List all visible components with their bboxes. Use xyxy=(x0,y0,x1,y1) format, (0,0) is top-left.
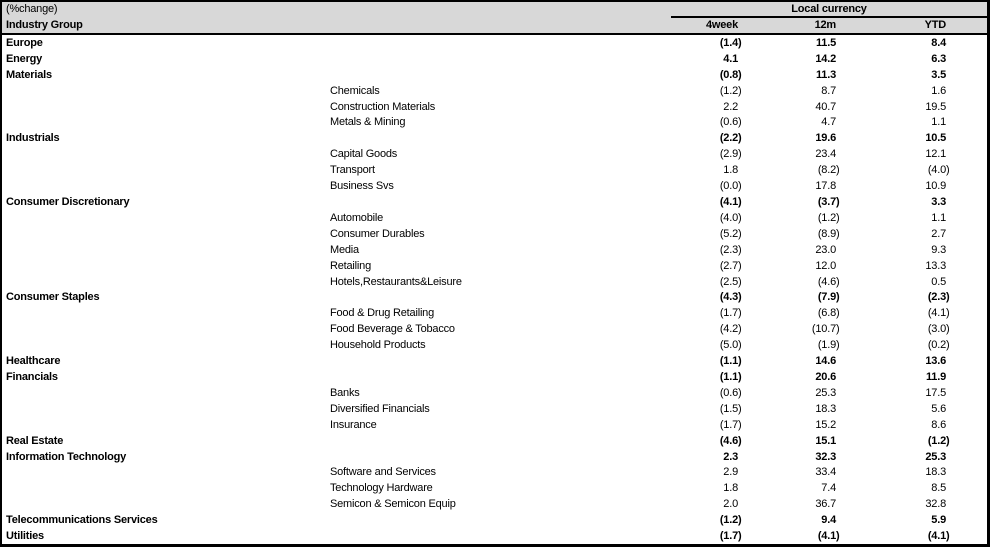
table-header xyxy=(2,2,987,35)
table-row xyxy=(2,337,987,353)
value-12m: (3.7) xyxy=(817,196,840,209)
value-ytd: 8.5 xyxy=(931,482,946,495)
value-ytd: (1.2) xyxy=(927,434,950,447)
value-ytd: 10.5 xyxy=(925,132,946,145)
value-4week: (1.2) xyxy=(719,514,742,527)
table-row xyxy=(2,51,987,67)
table-row xyxy=(2,258,987,274)
value-ytd: 1.1 xyxy=(931,211,946,224)
value-ytd: 1.1 xyxy=(931,116,946,129)
row-label: Household Products xyxy=(330,339,426,352)
table-row xyxy=(2,35,987,51)
row-label: Energy xyxy=(6,52,43,65)
value-4week: (0.8) xyxy=(719,68,742,81)
table-row xyxy=(2,369,987,385)
row-label: Industrials xyxy=(6,132,60,145)
table-row xyxy=(2,194,987,210)
value-12m: (8.2) xyxy=(817,164,840,177)
value-ytd: 12.1 xyxy=(925,148,946,161)
value-ytd: 3.5 xyxy=(931,68,946,81)
value-12m: 9.4 xyxy=(821,514,836,527)
row-label: Europe xyxy=(6,36,43,49)
table-row xyxy=(2,210,987,226)
table-row xyxy=(2,385,987,401)
row-label: Software and Services xyxy=(330,466,436,479)
value-ytd: 5.6 xyxy=(931,402,946,415)
value-4week: (4.2) xyxy=(719,323,742,336)
value-4week: (2.3) xyxy=(719,243,742,256)
table-body xyxy=(2,35,987,544)
value-12m: 32.3 xyxy=(815,450,836,463)
local-currency-group-header xyxy=(671,3,987,18)
value-ytd: 32.8 xyxy=(925,498,946,511)
value-12m: (4.6) xyxy=(817,275,840,288)
value-ytd: 8.4 xyxy=(931,36,946,49)
row-label: Real Estate xyxy=(6,434,64,447)
table-row xyxy=(2,305,987,321)
value-4week: (1.7) xyxy=(719,307,742,320)
value-12m: 12.0 xyxy=(815,259,836,272)
row-label: Metals & Mining xyxy=(330,116,406,129)
value-4week: 1.8 xyxy=(723,482,738,495)
table-row xyxy=(2,433,987,449)
value-4week: (1.7) xyxy=(719,530,742,543)
value-4week: (0.0) xyxy=(719,180,742,193)
value-12m: 15.1 xyxy=(815,434,836,447)
value-12m: 20.6 xyxy=(815,370,836,383)
table-row xyxy=(2,83,987,99)
value-4week: 2.3 xyxy=(723,450,738,463)
value-4week: (2.5) xyxy=(719,275,742,288)
table-row xyxy=(2,146,987,162)
row-label: Telecommunications Services xyxy=(6,514,158,527)
value-4week: (0.6) xyxy=(719,116,742,129)
row-label: Banks xyxy=(330,386,360,399)
value-4week: (4.0) xyxy=(719,211,742,224)
value-ytd: 10.9 xyxy=(925,180,946,193)
row-label: Consumer Discretionary xyxy=(6,196,130,209)
value-12m: (1.2) xyxy=(817,211,840,224)
row-label: Healthcare xyxy=(6,355,61,368)
value-12m: (4.1) xyxy=(817,530,840,543)
row-label: Business Svs xyxy=(330,180,394,193)
row-label: Capital Goods xyxy=(330,148,398,161)
value-12m: (6.8) xyxy=(817,307,840,320)
value-ytd: (2.3) xyxy=(927,291,950,304)
value-4week: 2.0 xyxy=(723,498,738,511)
value-ytd: 13.3 xyxy=(925,259,946,272)
value-12m: 4.7 xyxy=(821,116,836,129)
value-ytd: 13.6 xyxy=(925,355,946,368)
value-4week: (5.2) xyxy=(719,227,742,240)
value-ytd: 0.5 xyxy=(931,275,946,288)
value-4week: (1.2) xyxy=(719,84,742,97)
value-ytd: (3.0) xyxy=(927,323,950,336)
value-4week: 2.2 xyxy=(723,100,738,113)
value-4week: (0.6) xyxy=(719,386,742,399)
row-label: Semicon & Semicon Equip xyxy=(330,498,456,511)
row-label: Technology Hardware xyxy=(330,482,433,495)
table-row xyxy=(2,130,987,146)
table-row xyxy=(2,321,987,337)
value-ytd: 3.3 xyxy=(931,196,946,209)
value-4week: (2.9) xyxy=(719,148,742,161)
value-ytd: (4.0) xyxy=(927,164,950,177)
table-row xyxy=(2,480,987,496)
table-row xyxy=(2,512,987,528)
value-ytd: 5.9 xyxy=(931,514,946,527)
value-12m: 23.0 xyxy=(815,243,836,256)
row-label: Financials xyxy=(6,370,58,383)
table-row xyxy=(2,417,987,433)
value-ytd: (4.1) xyxy=(927,307,950,320)
value-12m: 14.6 xyxy=(815,355,836,368)
value-4week: (4.6) xyxy=(719,434,742,447)
value-ytd: 1.6 xyxy=(931,84,946,97)
row-label: Diversified Financials xyxy=(330,402,430,415)
value-12m: 14.2 xyxy=(815,52,836,65)
value-ytd: (0.2) xyxy=(927,339,950,352)
value-12m: 18.3 xyxy=(815,402,836,415)
value-4week: (4.3) xyxy=(719,291,742,304)
value-12m: 23.4 xyxy=(815,148,836,161)
value-ytd: 6.3 xyxy=(931,52,946,65)
row-label: Consumer Staples xyxy=(6,291,100,304)
value-12m: 17.8 xyxy=(815,180,836,193)
value-4week: (1.4) xyxy=(719,36,742,49)
row-label: Utilities xyxy=(6,530,44,543)
value-4week: (1.1) xyxy=(719,355,742,368)
header-row-top xyxy=(2,2,987,18)
value-ytd: 8.6 xyxy=(931,418,946,431)
table-row xyxy=(2,290,987,306)
row-label: Consumer Durables xyxy=(330,227,425,240)
row-label: Retailing xyxy=(330,259,372,272)
value-12m: (10.7) xyxy=(811,323,840,336)
value-4week: (2.7) xyxy=(719,259,742,272)
table-row xyxy=(2,115,987,131)
table-row xyxy=(2,242,987,258)
row-label: Automobile xyxy=(330,211,384,224)
value-12m: 40.7 xyxy=(815,100,836,113)
header-row-columns xyxy=(2,18,987,34)
table-row xyxy=(2,99,987,115)
value-12m: 8.7 xyxy=(821,84,836,97)
row-label: Chemicals xyxy=(330,84,380,97)
value-12m: 11.3 xyxy=(815,68,836,81)
table-row xyxy=(2,178,987,194)
value-ytd: 11.9 xyxy=(925,370,946,383)
table-row xyxy=(2,162,987,178)
table-row xyxy=(2,401,987,417)
row-label: Insurance xyxy=(330,418,377,431)
value-ytd: 18.3 xyxy=(925,466,946,479)
value-ytd: 2.7 xyxy=(931,227,946,240)
column-header-4week: 4week xyxy=(705,19,738,32)
column-header-12m: 12m xyxy=(814,19,836,32)
table-row xyxy=(2,353,987,369)
value-12m: 19.6 xyxy=(815,132,836,145)
value-12m: 15.2 xyxy=(815,418,836,431)
table-row xyxy=(2,67,987,83)
value-12m: (7.9) xyxy=(817,291,840,304)
table-row xyxy=(2,464,987,480)
row-label: Media xyxy=(330,243,359,256)
value-4week: (1.1) xyxy=(719,370,742,383)
value-4week: (5.0) xyxy=(719,339,742,352)
value-4week: (4.1) xyxy=(719,196,742,209)
table-row xyxy=(2,449,987,465)
industry-group-column-header: Industry Group xyxy=(6,19,83,32)
table-row xyxy=(2,226,987,242)
value-ytd: (4.1) xyxy=(927,530,950,543)
value-ytd: 25.3 xyxy=(925,450,946,463)
value-12m: 7.4 xyxy=(821,482,836,495)
row-label: Hotels,Restaurants&Leisure xyxy=(330,275,462,288)
row-label: Food Beverage & Tobacco xyxy=(330,323,455,336)
value-12m: (8.9) xyxy=(817,227,840,240)
value-4week: 1.8 xyxy=(723,164,738,177)
value-12m: 33.4 xyxy=(815,466,836,479)
pct-change-label: (%change) xyxy=(6,3,58,15)
value-12m: 36.7 xyxy=(815,498,836,511)
value-ytd: 17.5 xyxy=(925,386,946,399)
row-label: Transport xyxy=(330,164,375,177)
value-4week: (2.2) xyxy=(719,132,742,145)
value-ytd: 19.5 xyxy=(925,100,946,113)
row-label: Materials xyxy=(6,68,52,81)
row-label: Food & Drug Retailing xyxy=(330,307,435,320)
value-4week: (1.5) xyxy=(719,402,742,415)
value-4week: 4.1 xyxy=(723,52,738,65)
value-12m: 11.5 xyxy=(815,36,836,49)
local-currency-label: Local currency xyxy=(791,2,867,15)
value-4week: (1.7) xyxy=(719,418,742,431)
value-12m: 25.3 xyxy=(815,386,836,399)
value-ytd: 9.3 xyxy=(931,243,946,256)
table-row xyxy=(2,274,987,290)
row-label: Information Technology xyxy=(6,450,127,463)
table-row xyxy=(2,528,987,544)
table-row xyxy=(2,496,987,512)
column-header-ytd: YTD xyxy=(924,19,946,32)
value-12m: (1.9) xyxy=(817,339,840,352)
row-label: Construction Materials xyxy=(330,100,436,113)
value-4week: 2.9 xyxy=(723,466,738,479)
